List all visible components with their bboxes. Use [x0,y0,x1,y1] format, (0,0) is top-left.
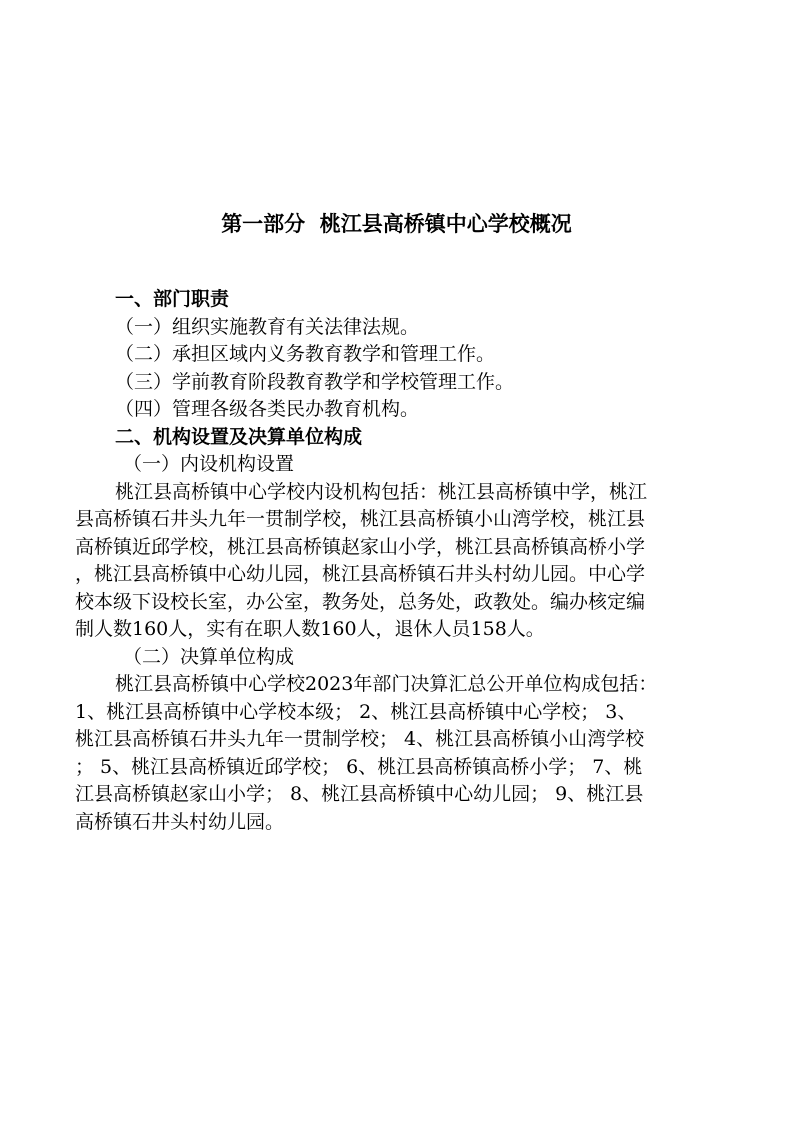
duty-item-4: （四）管理各级各类民办教育机构。 [115,398,420,420]
paragraph-line: 高桥镇近邱学校，桃江县高桥镇赵家山小学，桃江县高桥镇高桥小学 [75,535,646,558]
document-body [75,286,720,836]
paragraph-line: 桃江县高桥镇石井头九年一贯制学校； 4、桃江县高桥镇小山湾学校 [75,728,645,750]
duty-item-3: （三）学前教育阶段教育教学和学校管理工作。 [115,370,515,393]
paragraph-line: ； 5、桃江县高桥镇近邱学校； 6、桃江县高桥镇高桥小学； 7、桃 [75,755,643,778]
paragraph-line: 校本级下设校长室，办公室，教务处，总务处，政教处。编办核定编 [75,590,646,613]
subheading-accounting-units: （二）决算单位构成 [123,645,295,668]
paragraph-line: 江县高桥镇赵家山小学； 8、桃江县高桥镇中心幼儿园； 9、桃江县 [75,783,644,805]
paragraph-line: 1、桃江县高桥镇中心学校本级； 2、桃江县高桥镇中心学校； 3、 [75,700,637,723]
paragraph-line: ，桃江县高桥镇中心幼儿园，桃江县高桥镇石井头村幼儿园。中心学 [75,563,646,585]
paragraph-line: 桃江县高桥镇中心学校2023年部门决算汇总公开单位构成包括： [115,673,658,695]
paragraph-line: 制人数160人，实有在职人数160人，退休人员158人。 [75,618,545,640]
paragraph-line: 高桥镇石井头村幼儿园。 [75,810,285,833]
section-heading-structure: 二、机构设置及决算单位构成 [115,425,363,448]
section-heading-duties: 一、部门职责 [115,288,230,310]
subheading-internal-structure: （一）内设机构设置 [123,453,295,475]
paragraph-line: 桃江县高桥镇中心学校内设机构包括：桃江县高桥镇中学，桃江 [115,480,648,503]
page-title: 第一部分 桃江县高桥镇中心学校概况 [221,212,572,236]
duty-item-1: （一）组织实施教育有关法律法规。 [115,315,420,338]
duty-item-2: （二）承担区域内义务教育教学和管理工作。 [115,343,496,365]
paragraph-line: 县高桥镇石井头九年一贯制学校，桃江县高桥镇小山湾学校，桃江县 [75,508,646,530]
